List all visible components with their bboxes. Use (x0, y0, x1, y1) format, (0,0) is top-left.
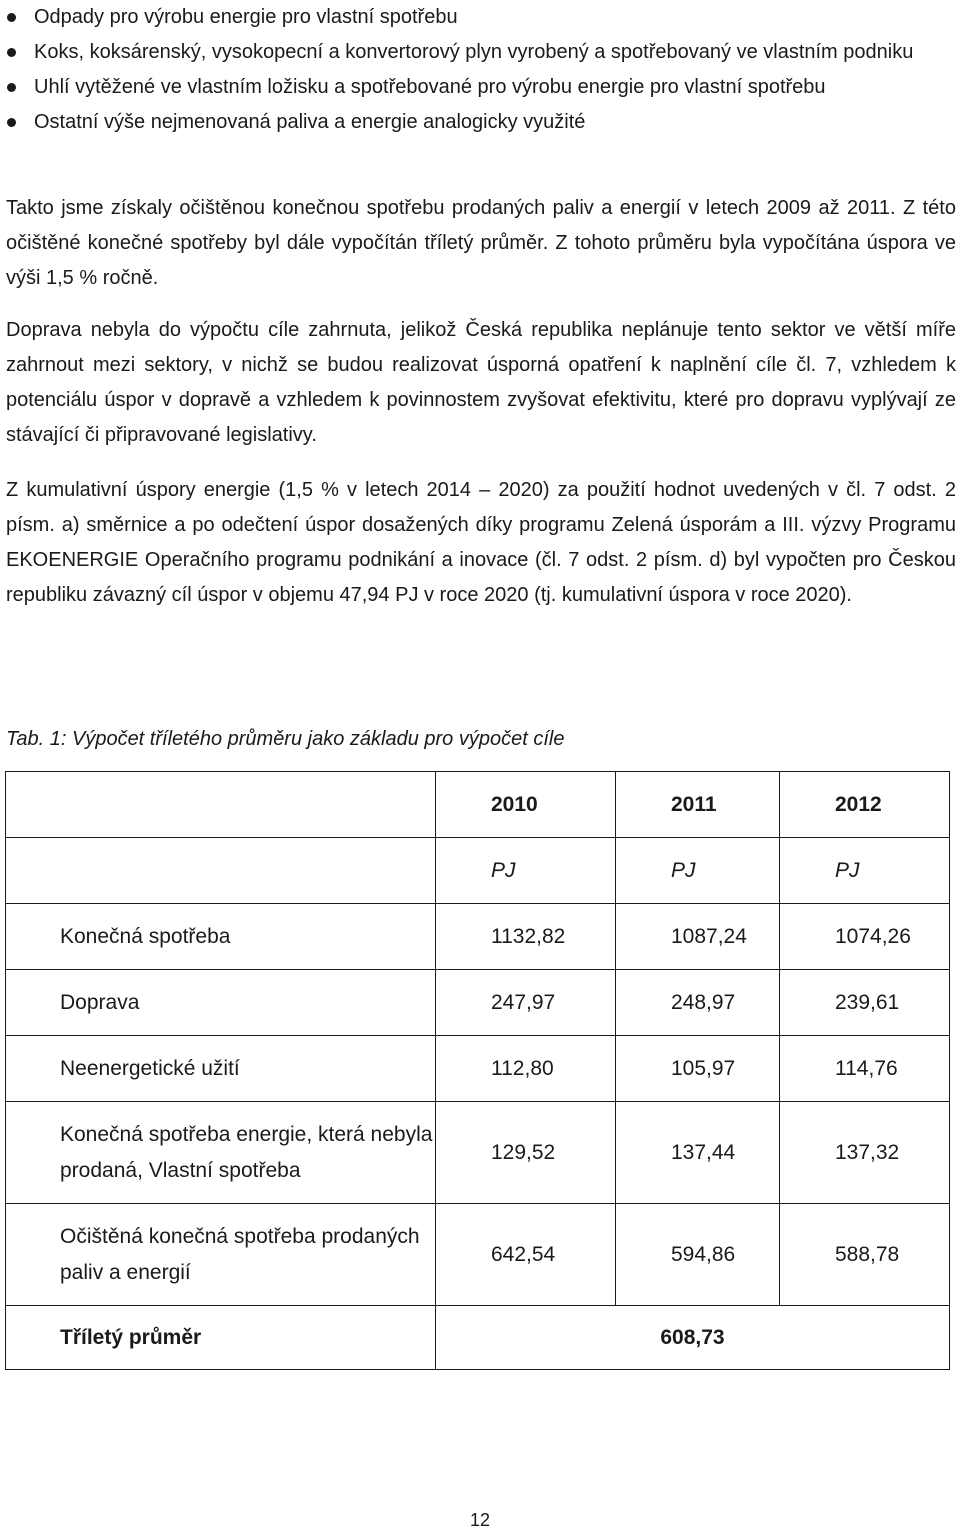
table-average-row (6, 1306, 950, 1370)
row-label: Doprava (6, 970, 436, 1036)
table-header-years-row (6, 772, 950, 838)
table-cell: 642,54 (436, 1204, 616, 1306)
calculation-table (5, 771, 950, 1370)
unit-header: PJ (616, 838, 780, 904)
table-cell: 594,86 (616, 1204, 780, 1306)
list-item (0, 35, 960, 70)
table-row (6, 904, 950, 970)
list-item (0, 70, 960, 105)
table-cell: 1132,82 (436, 904, 616, 970)
table-cell: 129,52 (436, 1102, 616, 1204)
list-item (0, 105, 960, 140)
empty-header-cell (6, 838, 436, 904)
table-row (6, 1204, 950, 1306)
bullet-icon (7, 118, 16, 127)
table-cell: 112,80 (436, 1036, 616, 1102)
bullet-icon (7, 13, 16, 22)
row-label: Konečná spotřeba (6, 904, 436, 970)
table-cell: 1087,24 (616, 904, 780, 970)
list-item-text: Ostatní výše nejmenovaná paliva a energie analogicky využité (34, 111, 586, 133)
row-label: Konečná spotřeba energie, která nebyla prodaná, Vlastní spotřeba (6, 1102, 436, 1204)
empty-header-cell (6, 772, 436, 838)
table-cell: 239,61 (780, 970, 950, 1036)
average-value: 608,73 (436, 1306, 950, 1370)
row-label: Neenergetické užití (6, 1036, 436, 1102)
paragraph-cleaned-consumption: Takto jsme získaly očištěnou konečnou spotřebu prodaných paliv a energií v letech 2009 až 2011. Z této očištěné konečné spotřeby byl dále vypočítán tříletý průměr. Z tohoto průměru byla vypočítána úspora ve výši 1,5 % ročně. (6, 197, 956, 289)
table-row (6, 1036, 950, 1102)
table-cell: 137,32 (780, 1102, 950, 1204)
table-cell: 247,97 (436, 970, 616, 1036)
year-header: 2011 (616, 772, 780, 838)
paragraph-transport: Doprava nebyla do výpočtu cíle zahrnuta, jelikož Česká republika neplánuje tento sektor ve větší míře zahrnout mezi sektory, v nichž se budou realizovat úsporná opatření k naplnění cíle čl. 7, vzhledem k potenciálu úspor v dopravě a vzhledem k povinnostem zvyšovat efektivitu, které pro dopravu vyplývají ze stávající či připravované legislativy. (6, 319, 956, 446)
average-label: Tříletý průměr (6, 1306, 436, 1370)
table-cell: 137,44 (616, 1102, 780, 1204)
bullet-list (0, 0, 960, 140)
unit-header: PJ (780, 838, 950, 904)
list-item (0, 0, 960, 35)
table-row (6, 1102, 950, 1204)
table-row (6, 970, 950, 1036)
year-header: 2010 (436, 772, 616, 838)
paragraph-cumulative-savings: Z kumulativní úspory energie (1,5 % v letech 2014 – 2020) za použití hodnot uvedených v čl. 7 odst. 2 písm. a) směrnice a po odečtení úspor dosažených díky programu Zelená úsporám a III. výzvy Programu EKOENERGIE Operačního programu podnikání a inovace (čl. 7 odst. 2 písm. d) byl vypočten pro Českou republiku závazný cíl úspor v objemu 47,94 PJ v roce 2020 (tj. kumulativní úspora v roce 2020). (6, 479, 956, 606)
table-cell: 1074,26 (780, 904, 950, 970)
row-label: Očištěná konečná spotřeba prodaných paliv a energií (6, 1204, 436, 1306)
table-cell: 248,97 (616, 970, 780, 1036)
list-item-text: Koks, koksárenský, vysokopecní a konvertorový plyn vyrobený a spotřebovaný ve vlastním podniku (34, 41, 914, 63)
year-header: 2012 (780, 772, 950, 838)
list-item-text: Odpady pro výrobu energie pro vlastní spotřebu (34, 6, 458, 28)
table-cell: 114,76 (780, 1036, 950, 1102)
table-cell: 105,97 (616, 1036, 780, 1102)
table-header-units-row (6, 838, 950, 904)
page-number: 12 (469, 1510, 491, 1530)
bullet-icon (7, 48, 16, 57)
unit-header: PJ (436, 838, 616, 904)
bullet-icon (7, 83, 16, 92)
list-item-text: Uhlí vytěžené ve vlastním ložisku a spotřebované pro výrobu energie pro vlastní spotřebu (34, 76, 826, 98)
table-caption: Tab. 1: Výpočet tříletého průměru jako základu pro výpočet cíle (6, 728, 565, 750)
table-cell: 588,78 (780, 1204, 950, 1306)
